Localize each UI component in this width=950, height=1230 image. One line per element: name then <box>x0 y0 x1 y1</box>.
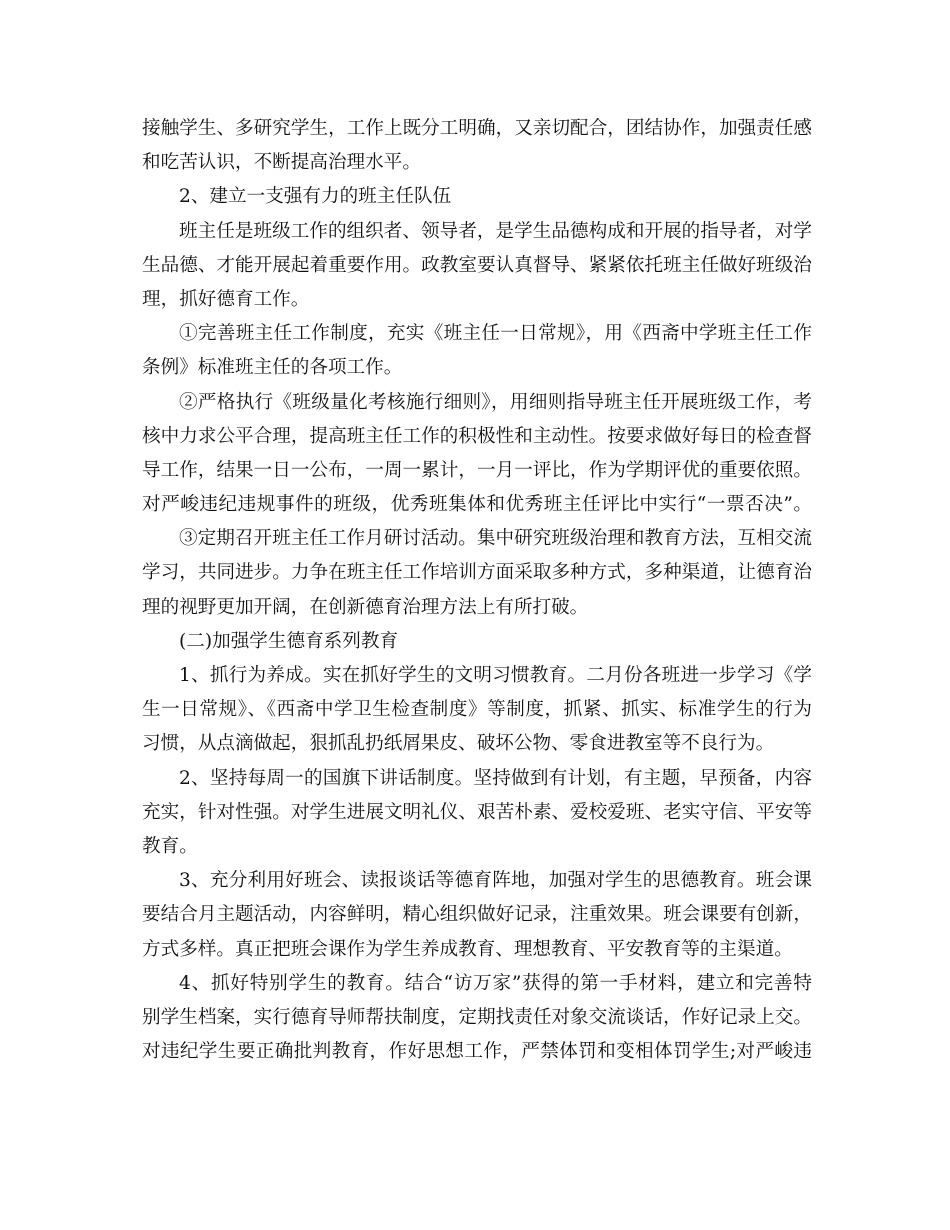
text-line: 生一日常规》、《西斋中学卫生检查制度》等制度，抓紧、抓实、标准学生的行为 <box>142 699 812 721</box>
text-line: 4、抓好特别学生的教育。结合“访万家”获得的第一手材料，建立和完善特 <box>179 972 812 994</box>
document-body <box>142 112 812 1069</box>
text-line: 接触学生、多研究学生，工作上既分工明确，又亲切配合，团结协作，加强责任感 <box>142 118 812 139</box>
text-line: 2、坚持每周一的国旗下讲话制度。坚持做到有计划，有主题，早预备，内容 <box>179 767 812 789</box>
text-line: ②严格执行《班级量化考核施行细则》，用细则指导班主任开展班级工作，考 <box>179 391 812 413</box>
text-line: 条例》标准班主任的各项工作。 <box>142 357 403 379</box>
text-line: 对违纪学生要正确批判教育，作好思想工作，严禁体罚和变相体罚学生;对严峻违 <box>142 1041 812 1063</box>
text-line: ①完善班主任工作制度，充实《班主任一日常规》，用《西斋中学班主任工作 <box>179 323 812 345</box>
text-line: 对严峻违纪违规事件的班级，优秀班集体和优秀班主任评比中实行“一票否决”。 <box>142 494 812 516</box>
text-line: (二)加强学生德育系列教育 <box>179 630 399 652</box>
text-line: 要结合月主题活动，内容鲜明，精心组织做好记录，注重效果。班会课要有创新， <box>142 904 812 926</box>
text-line: 生品德、才能开展起着重要作用。政教室要认真督导、紧紧依托班主任做好班级治 <box>142 254 812 276</box>
text-line: 3、充分利用好班会、读报谈话等德育阵地，加强对学生的思德教育。班会课 <box>179 870 812 892</box>
text-line: 教育。 <box>142 835 198 857</box>
text-line: ③定期召开班主任工作月研讨活动。集中研究班级治理和教育方法，互相交流 <box>179 528 812 550</box>
text-line: 别学生档案，实行德育导师帮扶制度，定期找责任对象交流谈话，作好记录上交。 <box>142 1006 812 1028</box>
text-line: 核中力求公平合理，提高班主任工作的积极性和主动性。按要求做好每日的检查督 <box>142 425 812 447</box>
text-line: 学习，共同进步。力争在班主任工作培训方面采取多种方式，多种渠道，让德育治 <box>142 562 812 584</box>
text-line: 班主任是班级工作的组织者、领导者，是学生品德构成和开展的指导者，对学 <box>179 220 812 242</box>
text-line: 习惯，从点滴做起，狠抓乱扔纸屑果皮、破坏公物、零食进教室等不良行为。 <box>142 733 775 755</box>
text-line: 方式多样。真正把班会课作为学生养成教育、理想教育、平安教育等的主渠道。 <box>142 938 793 960</box>
text-line: 理，抓好德育工作。 <box>142 288 310 310</box>
text-line: 理的视野更加开阔，在创新德育治理方法上有所打破。 <box>142 596 589 618</box>
text-line: 2、建立一支强有力的班主任队伍 <box>179 186 452 208</box>
text-line: 导工作，结果一日一公布，一周一累计，一月一评比，作为学期评优的重要依照。 <box>142 459 812 481</box>
text-line: 1、抓行为养成。实在抓好学生的文明习惯教育。二月份各班进一步学习《学 <box>179 665 812 686</box>
text-line: 充实，针对性强。对学生进展文明礼仪、艰苦朴素、爱校爱班、老实守信、平安等 <box>142 801 812 823</box>
text-line: 和吃苦认识，不断提高治理水平。 <box>142 152 421 174</box>
